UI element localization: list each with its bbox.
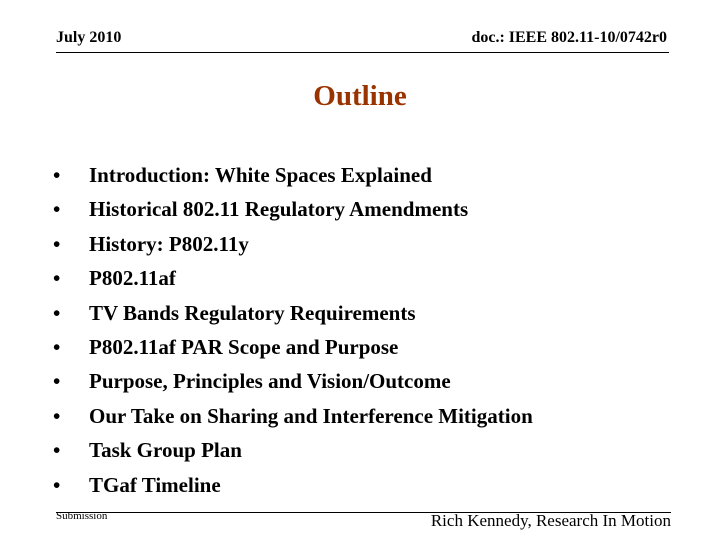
outline-item xyxy=(53,433,533,467)
footer-submission: Submission xyxy=(56,510,108,522)
bullet-icon: • xyxy=(53,472,61,497)
outline-item-text: P802.11af xyxy=(89,266,176,291)
bullet-icon: • xyxy=(53,266,61,291)
bullet-icon: • xyxy=(53,231,61,256)
outline-item xyxy=(53,261,533,295)
outline-item-text: P802.11af PAR Scope and Purpose xyxy=(89,334,399,359)
bullet-icon: • xyxy=(53,300,61,325)
outline-item xyxy=(53,468,533,502)
header-divider xyxy=(56,52,669,53)
outline-item-text: TGaf Timeline xyxy=(89,472,221,497)
outline-item xyxy=(53,296,533,330)
slide-title: Outline xyxy=(313,80,407,112)
bullet-icon: • xyxy=(53,403,61,428)
outline-item xyxy=(53,399,533,433)
header-doc-id: doc.: IEEE 802.11-10/0742r0 xyxy=(471,29,667,46)
bullet-icon: • xyxy=(53,334,61,359)
outline-list xyxy=(53,158,533,502)
bullet-icon: • xyxy=(53,369,61,394)
outline-item-text: Purpose, Principles and Vision/Outcome xyxy=(89,369,451,394)
bullet-icon: • xyxy=(53,163,61,187)
outline-item xyxy=(53,158,533,192)
outline-item-text: History: P802.11y xyxy=(89,231,249,256)
outline-item-text: Task Group Plan xyxy=(89,438,242,463)
footer-author: Rich Kennedy, Research In Motion xyxy=(430,511,671,530)
outline-item-text: TV Bands Regulatory Requirements xyxy=(89,300,416,325)
outline-item xyxy=(53,364,533,398)
outline-item-text: Introduction: White Spaces Explained xyxy=(89,163,432,187)
header-date: July 2010 xyxy=(56,29,122,46)
outline-item xyxy=(53,227,533,261)
outline-item-text: Our Take on Sharing and Interference Mitigation xyxy=(89,403,533,428)
outline-item xyxy=(53,192,533,226)
outline-item xyxy=(53,330,533,364)
bullet-icon: • xyxy=(53,197,61,222)
bullet-icon: • xyxy=(53,438,61,463)
outline-item-text: Historical 802.11 Regulatory Amendments xyxy=(89,197,469,222)
